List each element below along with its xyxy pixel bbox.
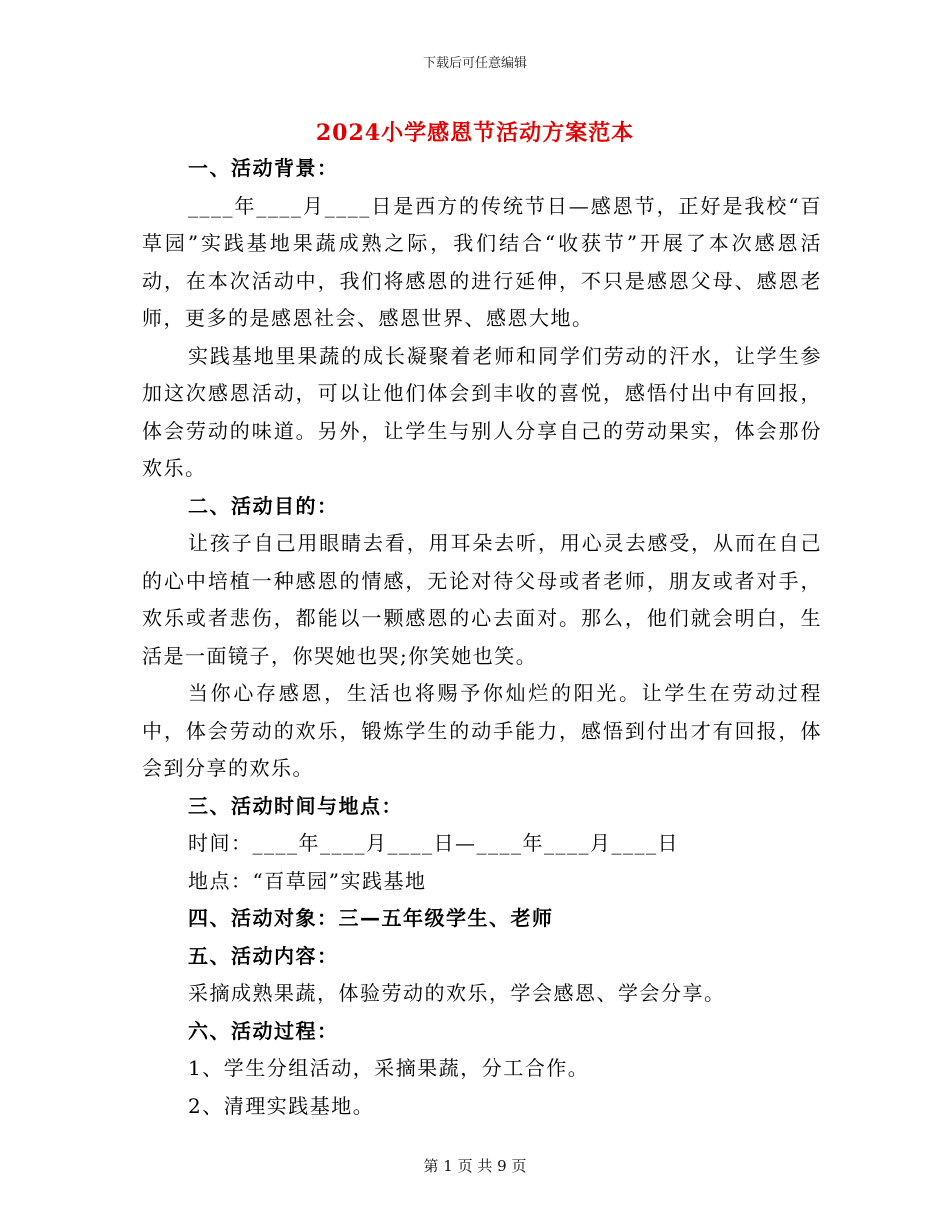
paragraph-purpose-1: 让孩子自己用眼睛去看，用耳朵去听，用心灵去感受，从而在自己的心中培植一种感恩的情感，无论对待父母或者老师，朋友或者对手，欢乐或者悲伤，都能以一颗感恩的心去面对。那么，他们就会明白，生活是一面镜子，你哭她也哭;你笑她也笑。 — [142, 531, 822, 668]
process-item-1: 1、学生分组活动，采摘果蔬，分工合作。 — [188, 1056, 590, 1080]
paragraph-content: 采摘成熟果蔬，体验劳动的欢乐，学会感恩、学会分享。 — [188, 981, 726, 1005]
process-item-2: 2、清理实践基地。 — [188, 1093, 375, 1118]
section-heading-participants: 四、活动对象：三—五年级学生、老师 — [188, 906, 554, 930]
paragraph-purpose-2: 当你心存感恩，生活也将赐予你灿烂的阳光。让学生在劳动过程中，体会劳动的欢乐，锻炼学生的动手能力，感悟到付出才有回报，体会到分享的欢乐。 — [142, 681, 822, 780]
paragraph-background-1: ____年____月____日是西方的传统节日—感恩节，正好是我校“百草园”实践基地果蔬成熟之际，我们结合“收获节”开展了本次感恩活动，在本次活动中，我们将感恩的进行延伸，不只是感恩父母、感恩老师，更多的是感恩社会、感恩世界、感恩大地。 — [142, 193, 822, 330]
document-body — [142, 150, 822, 1125]
activity-time-line: 时间：____年____月____日—____年____月____日 — [188, 831, 679, 855]
page-number-footer: 第 1 页 共 9 页 — [423, 1157, 527, 1175]
header-note: 下载后可任意编辑 — [422, 56, 527, 71]
paragraph-background-2: 实践基地里果蔬的成长凝聚着老师和同学们劳动的汗水，让学生参加这次感恩活动，可以让他们体会到丰收的喜悦，感悟付出中有回报，体会劳动的味道。另外，让学生与别人分享自己的劳动果实，体会那份欢乐。 — [142, 343, 822, 480]
section-heading-background: 一、活动背景： — [188, 156, 339, 180]
document-title: 2024小学感恩节活动方案范本 — [315, 120, 635, 146]
section-heading-purpose: 二、活动目的： — [188, 493, 339, 518]
section-heading-time-place: 三、活动时间与地点： — [188, 793, 403, 818]
section-heading-process: 六、活动过程： — [188, 1018, 339, 1043]
activity-place-line: 地点：“百草园”实践基地 — [188, 868, 427, 893]
section-heading-content: 五、活动内容： — [188, 943, 339, 968]
